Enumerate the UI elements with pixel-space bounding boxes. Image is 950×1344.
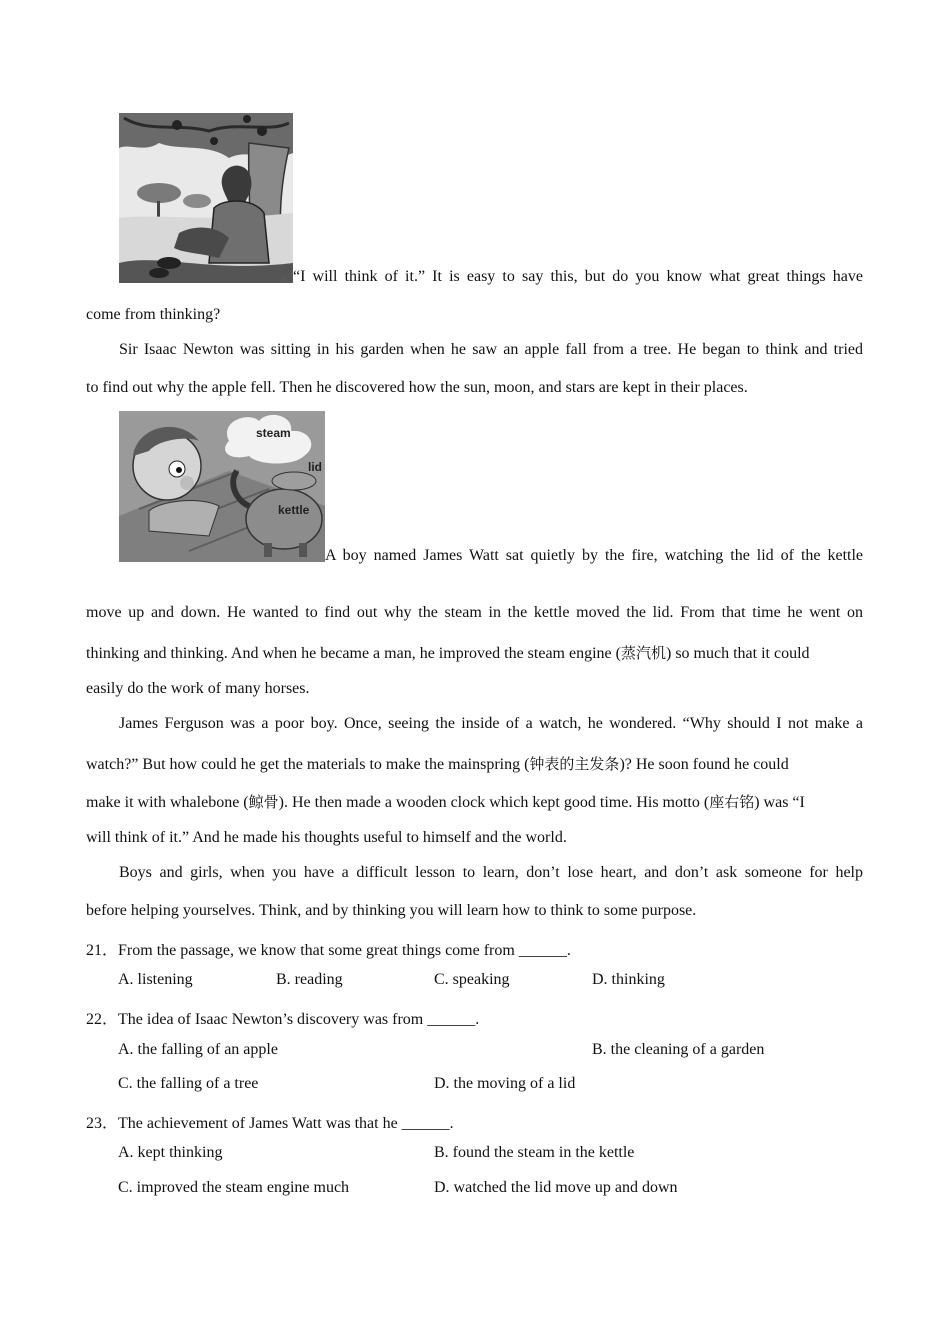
passage-line [86, 753, 863, 774]
image-caption-mark: ^ [281, 276, 286, 287]
newton-under-tree-illustration [119, 113, 293, 283]
passage-text-segment: ) so much that it could [665, 645, 810, 662]
passage-line [86, 791, 863, 812]
passage-line: “I will think of it.” It is easy to say this, but do you know what great things have [293, 268, 863, 285]
option-b[interactable]: B. reading [276, 971, 343, 988]
question-stem [86, 1006, 479, 1029]
passage-line: Sir Isaac Newton was sitting in his garden when he saw an apple fall from a tree. He began to think and tried [119, 341, 863, 358]
question-stem [86, 1110, 454, 1133]
question-stem [86, 937, 571, 960]
option-a[interactable]: A. listening [118, 971, 193, 988]
lid-label: lid [308, 460, 322, 474]
option-c[interactable]: C. speaking [434, 971, 510, 988]
passage-text-part [86, 642, 810, 663]
chinese-gloss: 鲸骨 [248, 793, 279, 811]
passage-line: to find out why the apple fell. Then he discovered how the sun, moon, and stars are kept in their places. [86, 379, 748, 396]
chinese-gloss: 座右铭 [709, 793, 755, 811]
question-text: The achievement of James Watt was that he ______. [118, 1115, 454, 1132]
passage-text-segment: thinking and thinking. And when he became a man, he improved the steam engine ( [86, 645, 621, 662]
option-a[interactable]: A. the falling of an apple [118, 1041, 278, 1058]
option-a[interactable]: A. kept thinking [118, 1144, 223, 1161]
passage-line: come from thinking? [86, 306, 221, 323]
option-d[interactable]: D. thinking [592, 971, 665, 988]
passage-line: A boy named James Watt sat quietly by the fire, watching the lid of the kettle [325, 547, 863, 564]
chinese-gloss: 钟表的主发条 [529, 755, 620, 773]
james-watt-kettle-illustration [119, 411, 325, 562]
question-text: From the passage, we know that some great things come from ______. [118, 942, 571, 959]
question-number: 21． [86, 942, 119, 959]
question-number: 22． [86, 1011, 119, 1028]
passage-line: before helping yourselves. Think, and by thinking you will learn how to think to some purpose. [86, 902, 697, 919]
chinese-gloss: 蒸汽机 [620, 644, 666, 662]
passage-line [86, 642, 863, 663]
passage-text-segment: watch?” But how could he get the materials to make the mainspring ( [86, 756, 530, 773]
option-b[interactable]: B. the cleaning of a garden [592, 1041, 765, 1058]
kettle-label: kettle [278, 503, 310, 517]
passage-line: will think of it.” And he made his thoughts useful to himself and the world. [86, 829, 567, 846]
passage-text-segment: ). He then made a wooden clock which kept good time. His motto ( [278, 794, 710, 811]
passage-line: James Ferguson was a poor boy. Once, seeing the inside of a watch, he wondered. “Why should I not make a [119, 715, 863, 732]
option-d[interactable]: D. the moving of a lid [434, 1075, 576, 1092]
newton-illustration-svg [119, 113, 293, 283]
option-c[interactable]: C. improved the steam engine much [118, 1179, 350, 1196]
question-text: The idea of Isaac Newton’s discovery was from ______. [118, 1011, 480, 1028]
steam-label: steam [256, 426, 291, 440]
passage-text-segment: )? He soon found he could [619, 756, 789, 773]
passage-line: Boys and girls, when you have a difficult lesson to learn, don’t lose heart, and don’t ask someone for help [119, 864, 863, 881]
question-number: 23． [86, 1115, 119, 1132]
option-c[interactable]: C. the falling of a tree [118, 1075, 259, 1092]
passage-line: move up and down. He wanted to find out why the steam in the kettle moved the lid. From that time he went on [86, 604, 863, 621]
passage-text-segment: make it with whalebone ( [86, 794, 249, 811]
passage-line: easily do the work of many horses. [86, 680, 310, 697]
option-d[interactable]: D. watched the lid move up and down [434, 1179, 678, 1196]
passage-text-segment: ) was “I [754, 794, 805, 811]
kettle-illustration-svg [119, 411, 325, 562]
option-b[interactable]: B. found the steam in the kettle [434, 1144, 635, 1161]
